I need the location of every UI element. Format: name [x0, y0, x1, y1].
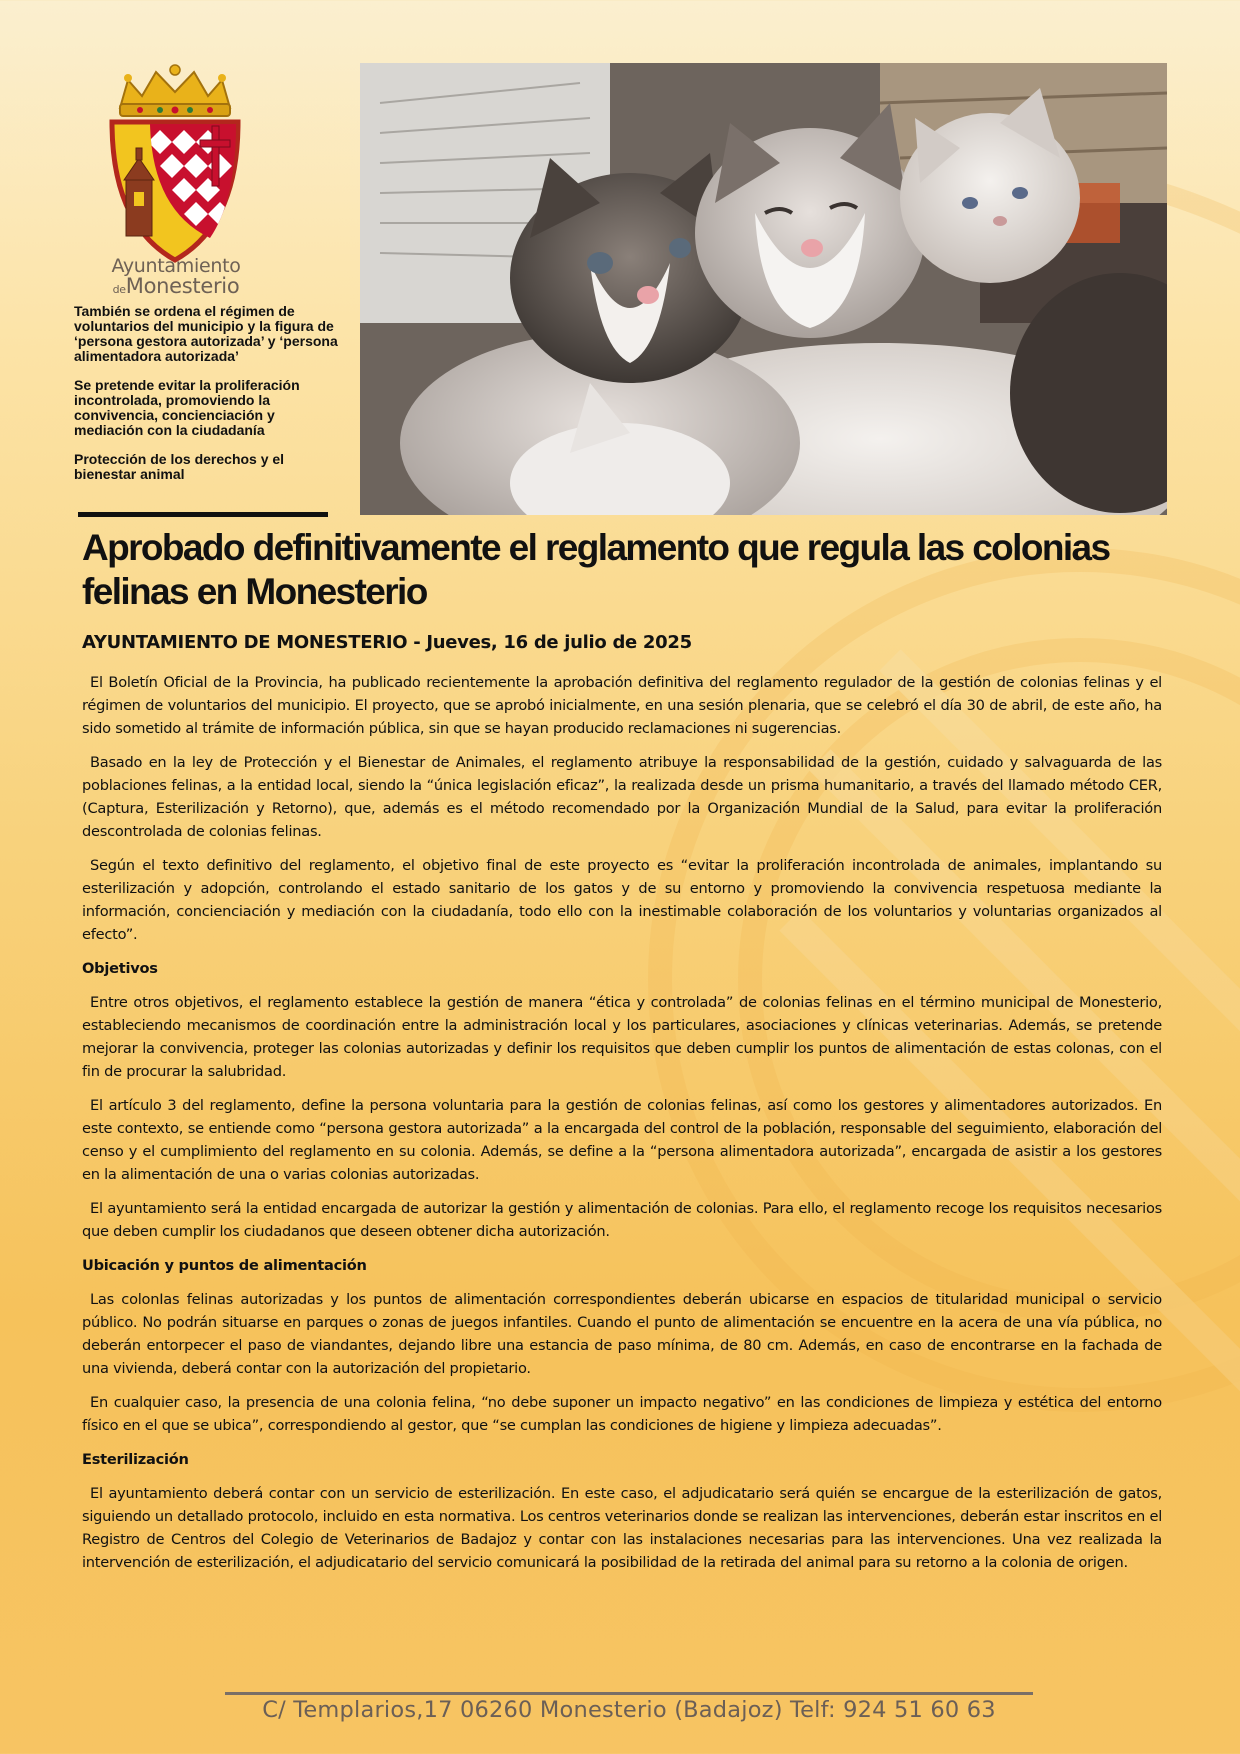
highlight-item: Protección de los derechos y el bienestar animal — [74, 451, 285, 482]
kittens-photo — [360, 63, 1167, 515]
crown-icon — [120, 65, 230, 116]
logo-text-town: Monesterio — [125, 274, 240, 298]
paragraph: El Boletín Oficial de la Provincia, ha publicado recientemente la aprobación definitiva del reglamento regulador de la gestión de colonias felinas y el régimen de voluntarios del municipio. El proyecto, que se aprobó inicialmente, en una sesión plenaria, que se celebró el día 30 de abril, de este año, ha sido sometido al trámite de información pública, sin que se hayan producido reclamaciones ni sugerencias. — [82, 674, 1162, 737]
paragraph: El ayuntamiento será la entidad encargada de autorizar la gestión y alimentación de colonias. Para ello, el reglamento recoge los requisitos necesarios que deben cumplir los ciudadanos que deseen obtener dicha autorización. — [82, 1200, 1162, 1240]
logo-text-ayuntamiento: Ayuntamiento — [111, 255, 241, 277]
logo-text-de: de — [112, 283, 126, 296]
paragraph: En cualquier caso, la presencia de una colonia felina, “no debe suponer un impacto negativo” en las condiciones de limpieza y estética del entorno físico en el que se ubica”, correspondiendo al gestor, que “se cumplan las condiciones de higiene y limpieza adecuadas”. — [82, 1394, 1162, 1434]
footer-rule — [225, 1692, 1033, 1695]
highlight-item: Se pretende evitar la proliferación incontrolada, promoviendo la convivencia, concienciación y mediación con la ciudadanía — [74, 377, 300, 438]
section-heading-esterilizacion: Esterilización — [82, 1451, 189, 1468]
title-rule — [78, 512, 328, 517]
paragraph: El artículo 3 del reglamento, define la persona voluntaria para la gestión de colonias felinas, así como los gestores y alimentadores autorizados. En este contexto, se entiende como “persona gestora autorizada” a la encargada del control de la población, responsable del seguimiento, elaboración del censo y el cumplimiento del reglamento en su colonia. Además, se define a la “persona alimentadora autorizada”, encargada de asistir a los gestores en la alimentación de una o varias colonias autorizadas. — [82, 1097, 1162, 1183]
paragraph: Las colonIas felinas autorizadas y los puntos de alimentación correspondientes deberán ubicarse en espacios de titularidad municipal o servicio público. No podrán situarse en parques o zonas de juegos infantiles. Cuando el punto de alimentación se encuentre en la acera de una vía pública, no deberán entorpecer el paso de viandantes, dejando libre una estancia de paso mínima, de 80 cm. Además, en caso de encontrarse en la fachada de una vivienda, deberá contar con la autorización del propietario. — [82, 1291, 1162, 1377]
article-title: Aprobado definitivamente el reglamento que regula las colonias felinas en Monesterio — [82, 527, 1110, 612]
logo-text-monesterio — [106, 274, 246, 298]
article-byline: AYUNTAMIENTO DE MONESTERIO - Jueves, 16 de julio de 2025 — [82, 632, 692, 653]
section-heading-objetivos: Objetivos — [82, 960, 158, 977]
article-body — [82, 671, 1162, 1585]
sidebar-highlights — [74, 304, 344, 496]
paragraph: Según el texto definitivo del reglamento, el objetivo final de este proyecto es “evitar la proliferación incontrolada de animales, implantando su esterilización y adopción, controlando el estado sanitario de los gatos y de su entorno y promoviendo la convivencia respetuosa mediante la información, concienciación y mediación con la ciudadanía, todo ello con la inestimable colaboración de los voluntarios y voluntarias organizados al efecto”. — [82, 857, 1162, 943]
section-heading-ubicacion: Ubicación y puntos de alimentación — [82, 1257, 367, 1274]
footer-address: C/ Templarios,17 06260 Monesterio (Badajoz) Telf: 924 51 60 63 — [262, 1697, 996, 1723]
kitten-center — [695, 103, 925, 338]
highlight-item: También se ordena el régimen de voluntarios del municipio y la figura de ‘persona gestora autorizada’ y ‘persona alimentadora autorizada’ — [74, 303, 338, 364]
paragraph: Basado en la ley de Protección y el Bienestar de Animales, el reglamento atribuye la responsabilidad de la gestión, cuidado y salvaguarda de las poblaciones felinas, a la entidad local, siendo la “única legislación eficaz”, la realizada desde un prisma humanitario, a través del llamado método CER, (Captura, Esterilización y Retorno), que, además es el método recomendado por la Organización Mundial de la Salud, para evitar la proliferación descontrolada de colonias felinas. — [82, 754, 1162, 840]
paragraph: El ayuntamiento deberá contar con un servicio de esterilización. En este caso, el adjudicatario será quién se encargue de la esterilización de gatos, siguiendo un detallado protocolo, incluido en esta normativa. Los centros veterinarios donde se realizan las intervenciones, deberán estar inscritos en el Registro de Centros del Colegio de Veterinarios de Badajoz y contar con las instalaciones necesarias para las intervenciones. Una vez realizada la intervención de esterilización, el adjudicatario del servicio comunicará la posibilidad de la retirada del animal para su retorno a la colonia de origen. — [82, 1485, 1162, 1571]
paragraph: Entre otros objetivos, el reglamento establece la gestión de manera “ética y controlada” de colonias felinas en el término municipal de Monesterio, estableciendo mecanismos de coordinación entre la administración local y los particulares, asociaciones y clínicas veterinarias. Además, se pretende mejorar la convivencia, proteger las colonias autorizadas y definir los requisitos que deben cumplir los puntos de alimentación de estas colonas, con el fin de procurar la salubridad. — [82, 994, 1162, 1080]
